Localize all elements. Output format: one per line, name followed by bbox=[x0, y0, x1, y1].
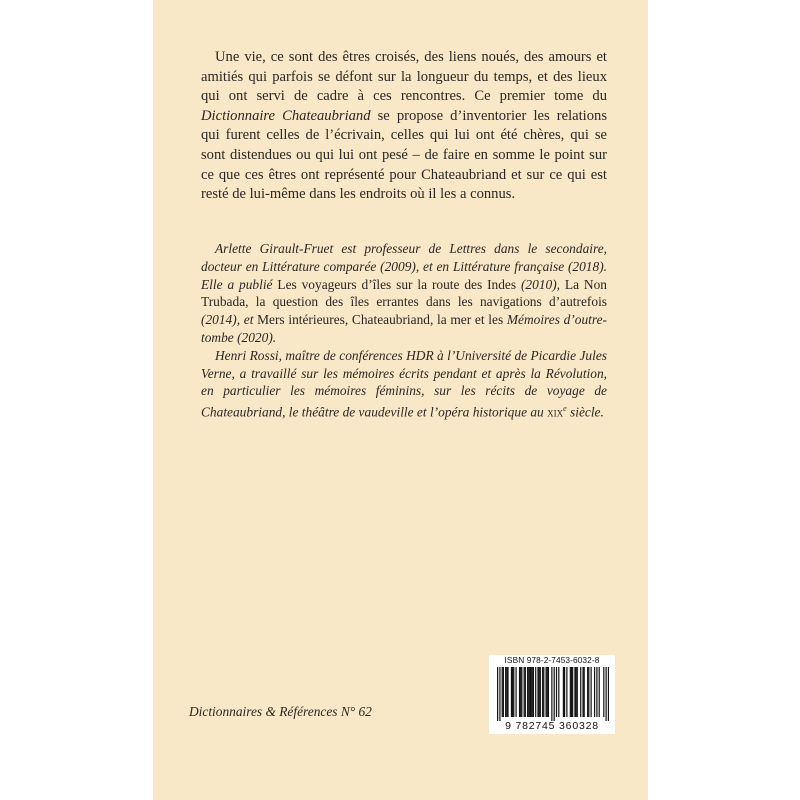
series-label: Dictionnaires & Références N° 62 bbox=[189, 704, 372, 719]
barcode-bar bbox=[535, 667, 536, 717]
barcode-bar bbox=[580, 667, 581, 717]
barcode-bar bbox=[599, 667, 600, 717]
barcode-bar bbox=[524, 667, 525, 717]
century-numeral: xix bbox=[547, 404, 564, 420]
barcode-bar bbox=[499, 667, 500, 721]
barcode-bar bbox=[528, 667, 529, 717]
barcode-bar bbox=[543, 667, 544, 717]
barcode-bar bbox=[507, 667, 508, 717]
book-title: Dictionnaire Chateaubriand bbox=[201, 107, 371, 124]
barcode-bar bbox=[596, 667, 597, 717]
barcode-bar bbox=[563, 667, 564, 717]
summary-paragraph bbox=[201, 48, 607, 205]
century-superscript: e bbox=[563, 404, 567, 414]
barcode-bar bbox=[540, 667, 541, 717]
barcode-bar bbox=[548, 667, 549, 717]
barcode-bar bbox=[529, 667, 530, 717]
barcode-bar bbox=[512, 667, 513, 717]
isbn-barcode bbox=[489, 655, 615, 734]
barcode-bar bbox=[577, 667, 578, 717]
barcode-bar bbox=[530, 667, 531, 717]
barcode-bar bbox=[532, 667, 533, 717]
barcode-bar bbox=[537, 667, 538, 717]
isbn-number: ISBN 978-2-7453-6032-8 bbox=[504, 655, 600, 665]
author-bios bbox=[201, 240, 607, 421]
barcode-bar bbox=[564, 667, 565, 717]
barcode-bar bbox=[556, 667, 557, 717]
barcode-bar bbox=[594, 667, 595, 717]
barcode-bar bbox=[506, 667, 507, 717]
barcode-bar bbox=[576, 667, 577, 717]
barcode-bar bbox=[521, 667, 522, 717]
author-bio-girault-fruet bbox=[201, 240, 607, 347]
bio2-text-end: siècle. bbox=[566, 404, 604, 420]
barcode-bar bbox=[582, 667, 583, 717]
barcode-bar bbox=[527, 667, 528, 717]
summary-text-end: se propose d’inventorier les relations qui furent celles de l’écrivain, celles qui lui ont été chères, qui se sont distendues ou qui lui ont pesé – de faire en somme le point sur ce que ces êtres ont représenté pour Chateaubriand et sur ce qui est resté de lui-même dans les endroits où il les a connus. bbox=[201, 107, 608, 203]
barcode-bar bbox=[533, 667, 534, 717]
barcode-bar bbox=[558, 667, 559, 717]
work-title-italic: Mémoires d’outre-tombe bbox=[201, 312, 607, 345]
barcode-bar bbox=[587, 667, 588, 717]
barcode-bar bbox=[545, 667, 546, 717]
barcode-bar bbox=[572, 667, 573, 717]
barcode-bar bbox=[525, 667, 526, 717]
barcode-bar bbox=[554, 667, 555, 721]
bio1-year: (2010), bbox=[516, 276, 561, 292]
barcode-bar bbox=[591, 667, 592, 717]
barcode-bar bbox=[497, 667, 498, 721]
barcode-bar bbox=[566, 667, 567, 717]
barcode-bar bbox=[570, 667, 571, 717]
work-title: Les voyageurs d’îles sur la route des Indes bbox=[277, 276, 517, 292]
barcode-bars bbox=[497, 667, 609, 721]
author-bio-rossi bbox=[201, 347, 607, 422]
summary-text-start: Une vie, ce sont des êtres croisés, des liens noués, des amours et amitiés qui parfois se défont sur la longueur du temps, et des lieux qui ont servi de cadre à ces rencontres. Ce premier tome du bbox=[201, 49, 607, 105]
barcode-bar bbox=[606, 667, 607, 721]
ean-digits: 9 782745 360328 bbox=[505, 720, 599, 732]
barcode-bar bbox=[505, 667, 506, 717]
barcode-bar bbox=[603, 667, 604, 717]
barcode-bar bbox=[513, 667, 514, 717]
barcode-bar bbox=[542, 667, 543, 717]
barcode-bar bbox=[502, 667, 503, 717]
work-title: La Non Trubada, la question des îles errantes dans les navigations d’autrefois bbox=[201, 276, 607, 310]
work-title: Mers intérieures, Chateaubriand, la mer et les bbox=[257, 312, 507, 328]
bio2-text: Henri Rossi, maître de conférences HDR à l’Université de Picardie Jules Verne, a travaillé sur les mémoires écrits pendant et après la Révolution, en particulier les mémoires féminins, sur les récits de voyage de Chateaubriand, le théâtre de vaudeville et l’opéra historique au bbox=[201, 347, 607, 420]
barcode-bar bbox=[511, 667, 512, 717]
barcode-bar bbox=[515, 667, 516, 717]
back-cover bbox=[153, 0, 648, 800]
barcode-bar bbox=[584, 667, 585, 717]
bio1-year: (2020). bbox=[233, 329, 277, 345]
bio1-year: (2014), et bbox=[201, 312, 258, 328]
barcode-bar bbox=[608, 667, 609, 721]
barcode-bar bbox=[519, 667, 520, 717]
bio1-text: Arlette Girault-Fruet est professeur de Lettres dans le secondaire, docteur en Littérature comparée (2009), et en Littérature française (2018). Elle a publié bbox=[201, 241, 607, 292]
barcode-bar bbox=[503, 667, 504, 717]
barcode-bar bbox=[547, 667, 548, 717]
barcode-bar bbox=[574, 667, 575, 717]
barcode-bar bbox=[520, 667, 521, 717]
barcode-bar bbox=[588, 667, 589, 717]
barcode-bar bbox=[539, 667, 540, 717]
barcode-bar bbox=[551, 667, 552, 721]
barcode-bar bbox=[571, 667, 572, 717]
